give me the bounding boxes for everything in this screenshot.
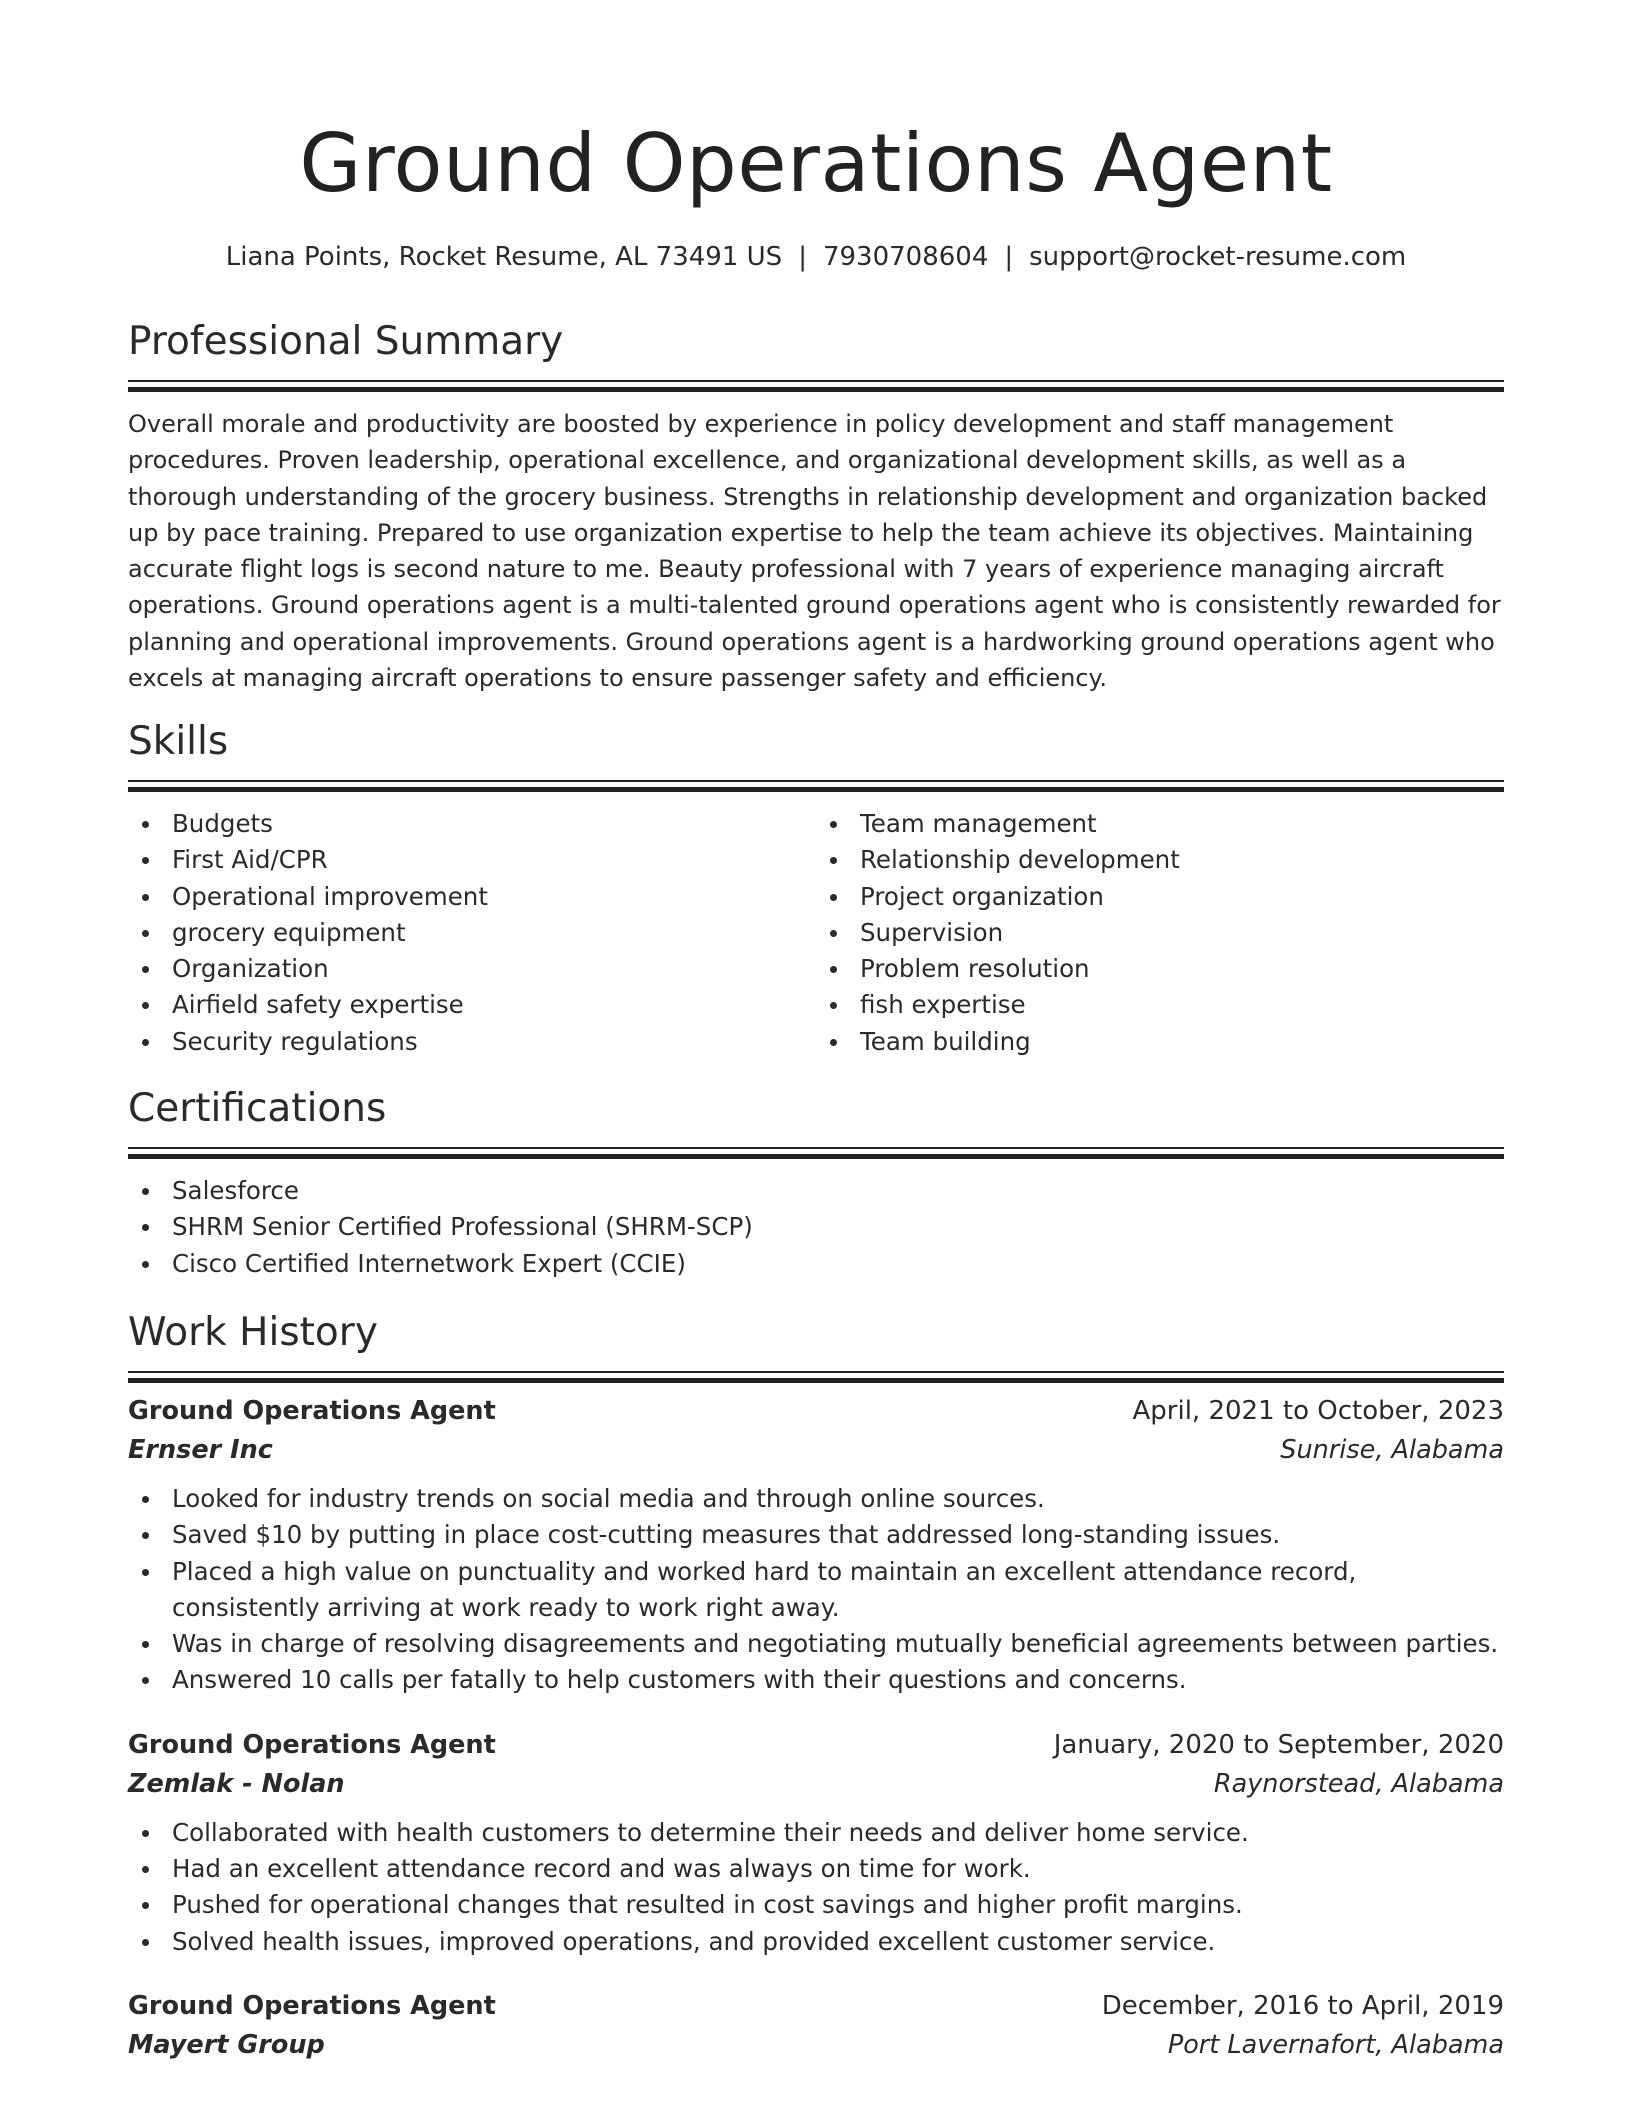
job-company-row (128, 1431, 1504, 1469)
skills-left-list (128, 806, 816, 1060)
job-entry (128, 1986, 1504, 2064)
skill-item: Problem resolution (816, 951, 1504, 987)
job-duty-item: Had an excellent attendance record and was always on time for work. (128, 1851, 1504, 1887)
job-duty-item: Answered 10 calls per fatally to help customers with their questions and concerns. (128, 1662, 1504, 1698)
section-heading-summary: Professional Summary (128, 319, 564, 364)
job-location: Port Lavernafort, Alabama (1167, 2029, 1504, 2060)
job-duty-item: Saved $10 by putting in place cost-cutting measures that addressed long-standing issues. (128, 1517, 1504, 1553)
work-history-section (128, 1309, 1504, 2064)
job-company: Zemlak - Nolan (128, 1768, 345, 1799)
contact-address: Liana Points, Rocket Resume, AL 73491 US (225, 242, 783, 272)
skills-right-list (816, 806, 1504, 1060)
contact-email: support@rocket-resume.com (1029, 242, 1407, 272)
job-duties-list (128, 1481, 1504, 1699)
summary-section (128, 318, 1504, 696)
section-heading-certifications: Certifications (128, 1086, 387, 1131)
job-location: Raynorstead, Alabama (1213, 1768, 1504, 1799)
job-duty-item: Collaborated with health customers to determine their needs and deliver home service. (128, 1815, 1504, 1851)
skill-item: Team building (816, 1024, 1504, 1060)
skill-item: Airfield safety expertise (128, 987, 816, 1023)
job-title: Ground Operations Agent (128, 1729, 496, 1760)
skill-item: Operational improvement (128, 879, 816, 915)
job-duty-item: Was in charge of resolving disagreements and negotiating mutually beneficial agreements between parties. (128, 1626, 1504, 1662)
skills-columns (128, 806, 1504, 1060)
certifications-section (128, 1085, 1504, 1282)
skill-item: fish expertise (816, 987, 1504, 1023)
section-divider (128, 1147, 1504, 1159)
job-location: Sunrise, Alabama (1280, 1435, 1504, 1465)
skill-item: Budgets (128, 806, 816, 842)
job-duty-item: Placed a high value on punctuality and worked hard to maintain an excellent attendance record, consistently arriving at work ready to work right away. (128, 1554, 1504, 1627)
contact-separator: | (1004, 242, 1014, 272)
skill-item: Supervision (816, 915, 1504, 951)
contact-phone: 7930708604 (822, 242, 989, 272)
resume-title: Ground Operations Agent (299, 117, 1333, 210)
job-header-row (128, 1391, 1504, 1431)
job-entry (128, 1725, 1504, 1960)
job-header-row (128, 1725, 1504, 1765)
job-company: Ernser Inc (128, 1435, 273, 1465)
section-divider (128, 1371, 1504, 1383)
skill-item: Organization (128, 951, 816, 987)
contact-line (0, 241, 1632, 273)
job-duty-item: Pushed for operational changes that resulted in cost savings and higher profit margins. (128, 1887, 1504, 1923)
section-divider (128, 780, 1504, 792)
skills-section (128, 718, 1504, 1060)
section-heading-work-history: Work History (128, 1310, 378, 1355)
contact-separator: | (798, 242, 807, 272)
skill-item: Team management (816, 806, 1504, 842)
job-company-row (128, 1765, 1504, 1803)
skill-item: Project organization (816, 879, 1504, 915)
section-heading-skills: Skills (128, 719, 229, 764)
skill-item: Security regulations (128, 1024, 816, 1060)
certification-item: SHRM Senior Certified Professional (SHRM-SCP) (128, 1209, 1504, 1245)
job-entry (128, 1391, 1504, 1699)
job-dates: April, 2021 to October, 2023 (1132, 1396, 1504, 1426)
job-title: Ground Operations Agent (128, 1990, 496, 2021)
job-dates: December, 2016 to April, 2019 (1101, 1990, 1504, 2021)
summary-text: Overall morale and productivity are boosted by experience in policy development and staff management procedures. Proven leadership, operational excellence, and organizational development skills, as well as a thorough understanding of the grocery business. Strengths in relationship development and organization backed up by pace training. Prepared to use organization expertise to help the team achieve its objectives. Maintaining accurate flight logs is second nature to me. Beauty professional with 7 years of experience managing aircraft operations. Ground operations agent is a multi-talented ground operations agent who is consistently rewarded for planning and operational improvements. Ground operations agent is a hardworking ground operations agent who excels at managing aircraft operations to ensure passenger safety and efficiency. (128, 410, 1501, 693)
certification-item: Cisco Certified Internetwork Expert (CCIE) (128, 1246, 1504, 1282)
certifications-list (128, 1173, 1504, 1282)
skill-item: Relationship development (816, 842, 1504, 878)
job-company-row (128, 2026, 1504, 2064)
job-company: Mayert Group (128, 2029, 325, 2060)
certification-item: Salesforce (128, 1173, 1504, 1209)
job-header-row (128, 1986, 1504, 2026)
job-duties-list (128, 1815, 1504, 1960)
job-duty-item: Looked for industry trends on social media and through online sources. (128, 1481, 1504, 1517)
job-dates: January, 2020 to September, 2020 (1053, 1729, 1504, 1760)
skill-item: First Aid/CPR (128, 842, 816, 878)
job-duty-item: Solved health issues, improved operations, and provided excellent customer service. (128, 1924, 1504, 1960)
job-title: Ground Operations Agent (128, 1396, 496, 1426)
section-divider (128, 380, 1504, 392)
skill-item: grocery equipment (128, 915, 816, 951)
